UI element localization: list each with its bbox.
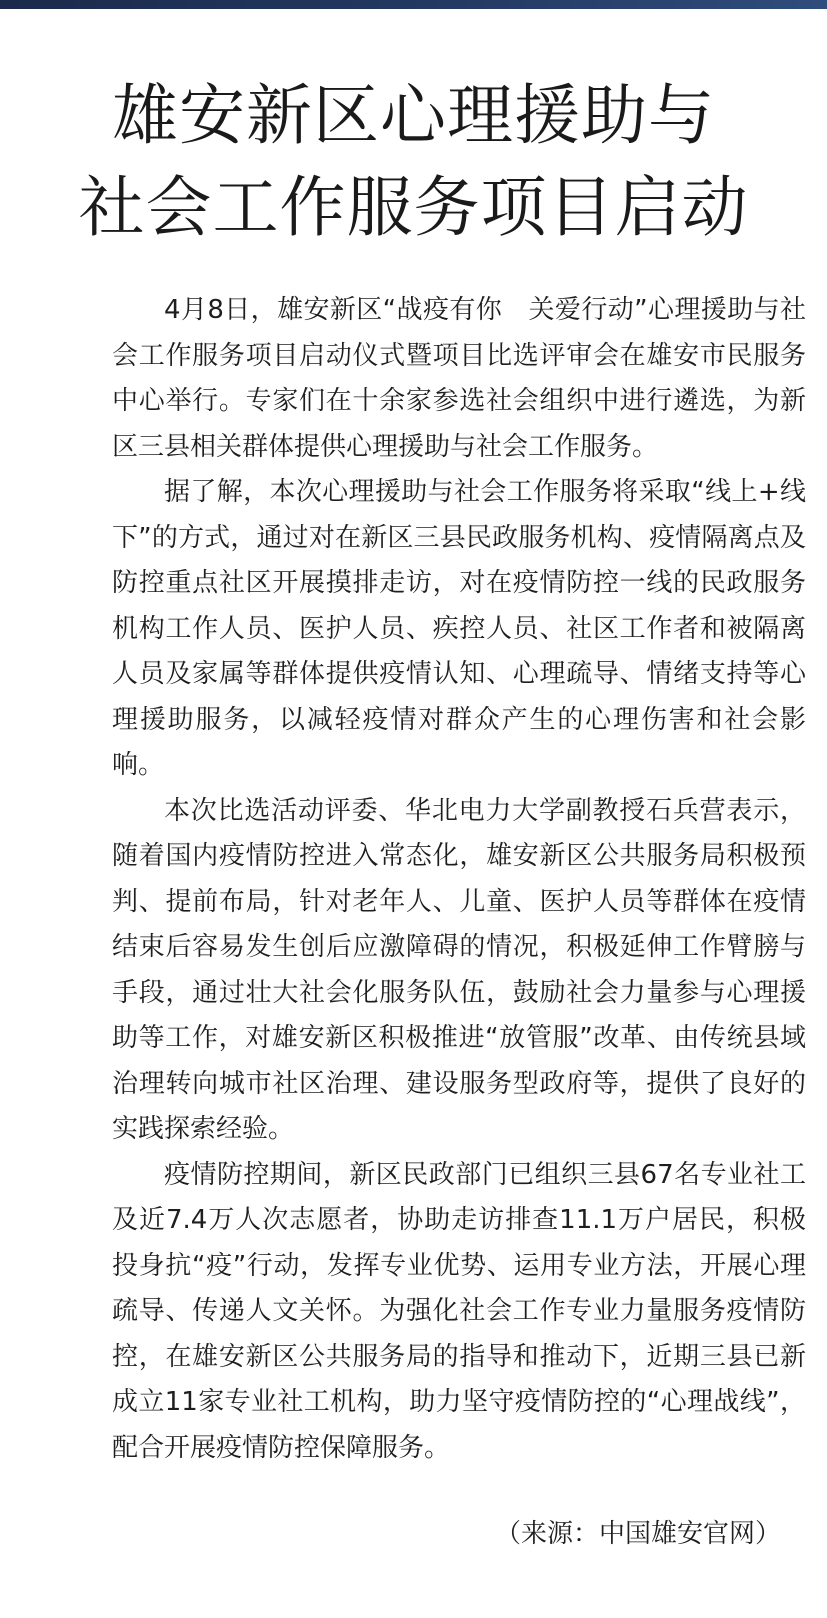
paragraph-2: 据了解，本次心理援助与社会工作服务将采取“线上+线下”的方式，通过对在新区三县民政服务机构、疫情隔离点及防控重点社区开展摸排走访，对在疫情防控一线的民政服务机构工作人员、医护人员、疾控人员、社区工作者和被隔离人员及家属等群体提供疫情认知、心理疏导、情绪支持等心理援助服务，以减轻疫情对群众产生的心理伤害和社会影响。: [112, 477, 806, 780]
top-accent-bar: [0, 0, 827, 9]
paragraph-3: 本次比选活动评委、华北电力大学副教授石兵营表示，随着国内疫情防控进入常态化，雄安新区公共服务局积极预判、提前布局，针对老年人、儿童、医护人员等群体在疫情结束后容易发生创后应激障碍的情况，积极延伸工作臂膀与手段，通过壮大社会化服务队伍，鼓励社会力量参与心理援助等工作，对雄安新区积极推进“放管服”改革、由传统县域治理转向城市社区治理、建设服务型政府等，提供了良好的实践探索经验。: [112, 795, 806, 1144]
source-attribution: （来源：中国雄安官网）: [494, 1519, 781, 1549]
title-line-1: 雄安新区心理援助与: [112, 77, 715, 154]
article-title: [0, 70, 827, 254]
paragraph-4: 疫情防控期间，新区民政部门已组织三县67名专业社工及近7.4万人次志愿者，协助走访排查11.1万户居民，积极投身抗“疫”行动，发挥专业优势、运用专业方法，开展心理疏导、传递人文关怀。为强化社会工作专业力量服务疫情防控，在雄安新区公共服务局的指导和推动下，近期三县已新成立11家专业社工机构，助力坚守疫情防控的“心理战线”，配合开展疫情防控保障服务。: [112, 1159, 806, 1463]
title-line-2: 社会工作服务项目启动: [78, 169, 749, 246]
article-body: [112, 288, 806, 1471]
paragraph-1: 4月8日，雄安新区“战疫有你 关爱行动”心理援助与社会工作服务项目启动仪式暨项目比选评审会在雄安市民服务中心举行。专家们在十余家参选社会组织中进行遴选，为新区三县相关群体提供心理援助与社会工作服务。: [112, 295, 806, 462]
